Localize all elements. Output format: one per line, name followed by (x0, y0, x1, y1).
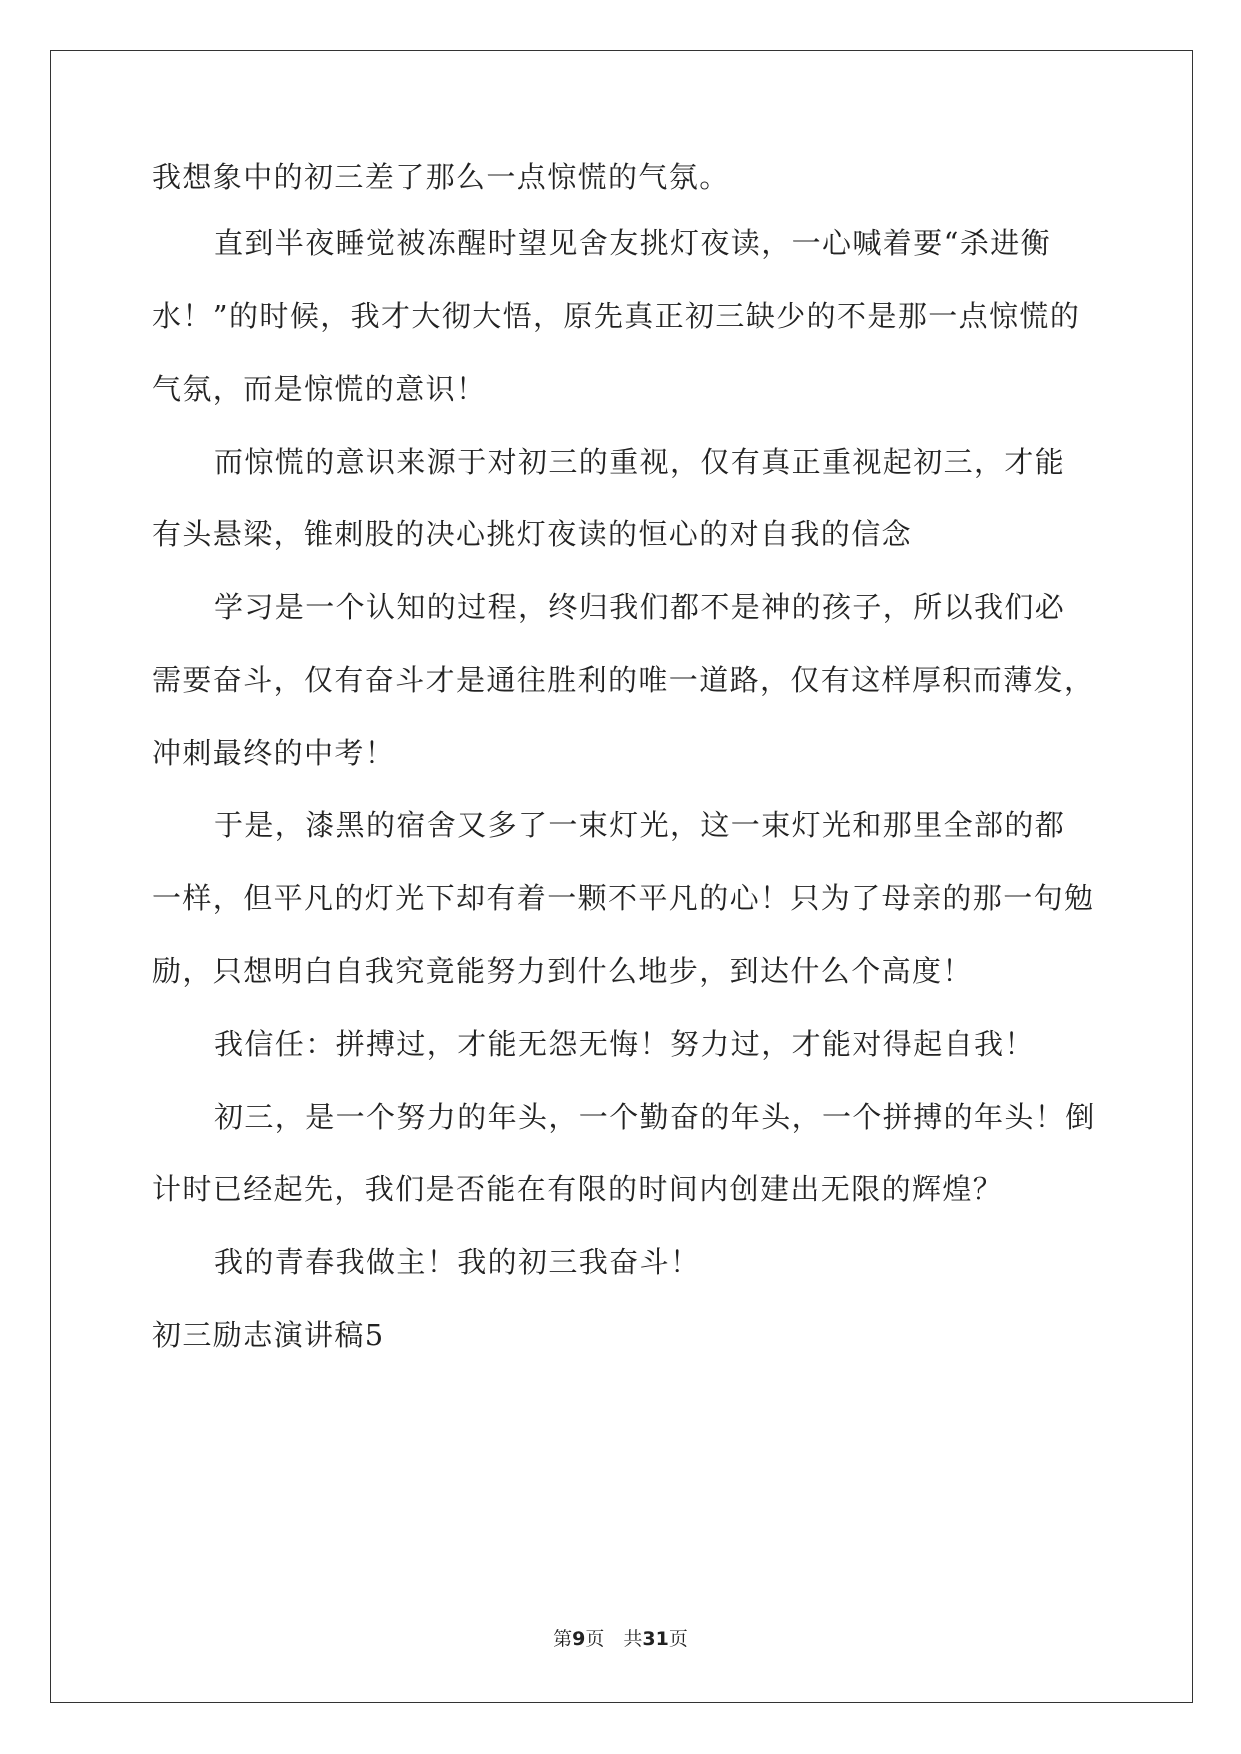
total-pages-number: 31 (642, 1628, 669, 1650)
text-line: 水！”的时候，我才大彻大悟，原先真正初三缺少的不是那一点惊慌的 (152, 299, 1081, 333)
text-line: 冲刺最终的中考！ (152, 736, 396, 770)
text-line: 一样，但平凡的灯光下却有着一颗不平凡的心！只为了母亲的那一句勉 (152, 881, 1095, 915)
section-heading: 初三励志演讲稿5 (152, 1318, 385, 1352)
footer-suffix: 页 (668, 1628, 688, 1650)
text-line: 需要奋斗，仅有奋斗才是通往胜利的唯一道路，仅有这样厚积而薄发， (152, 663, 1095, 697)
text-line: 气氛，而是惊慌的意识！ (152, 372, 487, 406)
text-line: 计时已经起先，我们是否能在有限的时间内创建出无限的辉煌？ (152, 1172, 1004, 1206)
paragraph-start: 直到半夜睡觉被冻醒时望见舍友挑灯夜读，一心喊着要“杀进衡 (214, 226, 1052, 260)
text-line: 励，只想明白自我究竟能努力到什么地步，到达什么个高度！ (152, 954, 973, 988)
paragraph-start: 而惊慌的意识来源于对初三的重视，仅有真正重视起初三，才能 (214, 445, 1066, 479)
paragraph-start: 我信任：拼搏过，才能无怨无悔！努力过，才能对得起自我！ (214, 1027, 1035, 1061)
paragraph-start: 学习是一个认知的过程，终归我们都不是神的孩子，所以我们必 (214, 590, 1066, 624)
text-line: 有头悬梁，锥刺股的决心挑灯夜读的恒心的对自我的信念 (152, 517, 913, 551)
current-page-number: 9 (572, 1628, 586, 1650)
text-line: 我想象中的初三差了那么一点惊慌的气氛。 (152, 160, 730, 194)
page-footer (0, 1627, 1241, 1651)
footer-prefix: 第 (553, 1628, 573, 1650)
paragraph-start: 初三，是一个努力的年头，一个勤奋的年头，一个拼搏的年头！倒 (214, 1100, 1096, 1134)
paragraph-start: 于是，漆黑的宿舍又多了一束灯光，这一束灯光和那里全部的都 (214, 808, 1066, 842)
footer-mid: 页 共 (585, 1628, 643, 1650)
paragraph-start: 我的青春我做主！我的初三我奋斗！ (214, 1245, 701, 1279)
